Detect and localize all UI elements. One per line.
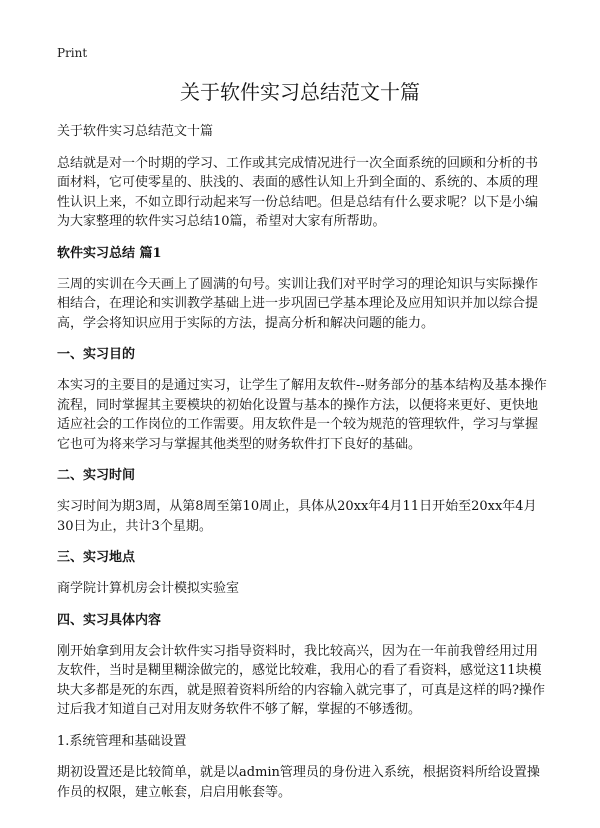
heading-time: 二、实习时间 bbox=[57, 468, 136, 483]
content-paragraph: 刚开始拿到用友会计软件实习指导资料时，我比较高兴，因为在一年前我曾经用过用友软件，当时是糊里糊涂做完的，感觉比较难，我用心的看了看资料，感觉这11块模块大多都是死的东西，就是照着资料所给的内容输入就完事了，可真是这样的吗?操作过后我才知道自己对用友财务软件不够了解，掌握的不够透彻。 bbox=[57, 643, 545, 717]
intro-paragraph: 总结就是对一个时期的学习、工作或其完成情况进行一次全面系统的回顾和分析的书面材料，它可使零星的、肤浅的、表面的感性认知上升到全面的、系统的、本质的理性认识上来，不如立即行动起来写一份总结吧。但是总结有什么要求呢？以下是小编为大家整理的软件实习总结10篇，希望对大家有所帮助。 bbox=[57, 155, 539, 229]
print-link[interactable]: Print bbox=[57, 46, 88, 60]
heading-content: 四、实习具体内容 bbox=[57, 612, 162, 628]
place-paragraph: 商学院计算机房会计模拟实验室 bbox=[57, 581, 240, 596]
heading-place: 三、实习地点 bbox=[57, 550, 136, 565]
system-setup-paragraph: 期初设置还是比较简单，就是以admin管理员的身份进入系统，根据资料所给设置操作员的权限，建立帐套，启启用帐套等。 bbox=[57, 765, 540, 800]
subtitle: 关于软件实习总结范文十篇 bbox=[57, 124, 214, 139]
subheading-system-setup: 1.系统管理和基础设置 bbox=[57, 733, 187, 749]
document-title: 关于软件实习总结范文十篇 bbox=[180, 80, 420, 104]
section-paragraph: 三周的实训在今天画上了圆满的句号。实训让我们对平时学习的理论知识与实际操作相结合，在理论和实训教学基础上进一步巩固已学基本理论及应用知识并加以综合提高，学会将知识应用于实际的方法，提高分析和解决问题的能力。 bbox=[57, 276, 539, 331]
time-paragraph: 实习时间为期3周，从第8周至第10周止，具体从20xx年4月11日开始至20xx年4月30日为止，共计3个星期。 bbox=[57, 499, 537, 534]
section-heading: 软件实习总结 篇1 bbox=[57, 245, 162, 261]
heading-purpose: 一、实习目的 bbox=[57, 347, 136, 362]
purpose-paragraph: 本实习的主要目的是通过实习，让学生了解用友软件--财务部分的基本结构及基本操作流程，同时掌握其主要模块的初始化设置与基本的操作方法，以便将来更好、更快地适应社会的工作岗位的工作需要。用友软件是一个较为规范的管理软件，学习与掌握它也可为将来学习与掌握其他类型的财务软件打下良好的基础。 bbox=[57, 378, 547, 452]
document-body bbox=[57, 122, 547, 814]
